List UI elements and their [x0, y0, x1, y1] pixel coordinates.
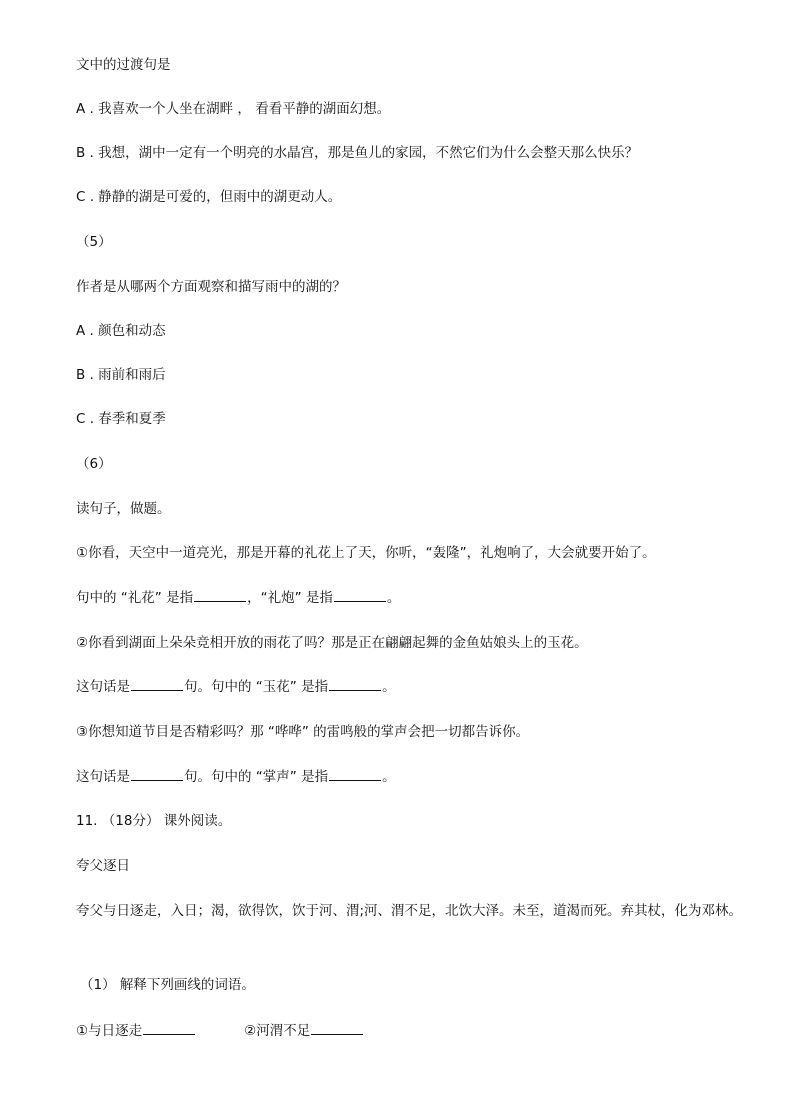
answer-blank[interactable]	[329, 676, 381, 691]
q6-number: （6）	[76, 456, 112, 472]
q5-number: （5）	[76, 234, 112, 250]
q6-stem: 读句子，做题。	[76, 501, 171, 517]
q11-item-2: ②河渭不足	[244, 1023, 311, 1039]
q11-passage: 夸父与日逐走，入日；渴，欲得饮，饮于河、渭;河、渭不足，北饮大泽。未至，道渴而死。弃其杖，化为邓林。	[76, 903, 743, 919]
q6-s1-part-b: ，“礼炮” 是指	[247, 590, 333, 606]
answer-blank[interactable]	[131, 766, 183, 781]
q6-s2-part-b: 句。句中的 “玉花” 是指	[184, 679, 329, 695]
q6-sentence-2-question	[76, 676, 396, 698]
q5-stem: 作者是从哪两个方面观察和描写雨中的湖的？	[76, 279, 346, 295]
answer-blank[interactable]	[329, 766, 381, 781]
q6-s2-end: 。	[382, 679, 396, 695]
q6-sentence-1-question	[76, 587, 400, 609]
q4-option-b: B . 我想，湖中一定有一个明亮的水晶宫，那是鱼儿的家园，不然它们为什么会整天那么快乐？	[76, 145, 639, 161]
q5-option-a: A . 颜色和动态	[76, 323, 166, 339]
q4-stem: 文中的过渡句是	[76, 57, 171, 73]
q11-item-1: ①与日逐走	[76, 1023, 143, 1039]
answer-blank[interactable]	[143, 1020, 195, 1035]
q5-option-b: B . 雨前和雨后	[76, 367, 166, 383]
answer-blank[interactable]	[311, 1020, 363, 1035]
q6-s1-end: 。	[386, 590, 401, 606]
q6-s2-part-a: 这句话是	[76, 679, 130, 695]
answer-blank[interactable]	[194, 587, 246, 602]
q4-option-c: C . 静静的湖是可爱的，但雨中的湖更动人。	[76, 189, 342, 205]
q11-passage-title: 夸父逐日	[76, 858, 130, 874]
q6-sentence-3: ③你想知道节目是否精彩吗？那 “哗哗” 的雷鸣般的掌声会把一切都告诉你。	[76, 724, 530, 740]
q6-s3-end: 。	[382, 769, 396, 785]
q6-sentence-2: ②你看到湖面上朵朵竞相开放的雨花了吗？那是正在翩翩起舞的金鱼姑娘头上的玉花。	[76, 635, 588, 651]
q4-option-a: A . 我喜欢一个人坐在湖畔 ， 看看平静的湖面幻想。	[76, 101, 391, 117]
q6-s1-part-a: 句中的 “礼花” 是指	[76, 590, 194, 606]
q11-sub-question-1: （1） 解释下列画线的词语。	[80, 977, 255, 993]
q6-sentence-3-question	[76, 766, 396, 788]
q6-sentence-1: ①你看，天空中一道亮光，那是开幕的礼花上了天，你听，“轰隆”，礼炮响了，大会就要开始了。	[76, 545, 656, 561]
q11-header: 11. （18分） 课外阅读。	[76, 813, 232, 829]
q11-items-row	[76, 1020, 364, 1042]
q5-option-c: C . 春季和夏季	[76, 411, 166, 427]
q6-s3-part-a: 这句话是	[76, 769, 130, 785]
answer-blank[interactable]	[131, 676, 183, 691]
answer-blank[interactable]	[334, 587, 386, 602]
q6-s3-part-b: 句。句中的 “掌声” 是指	[184, 769, 329, 785]
